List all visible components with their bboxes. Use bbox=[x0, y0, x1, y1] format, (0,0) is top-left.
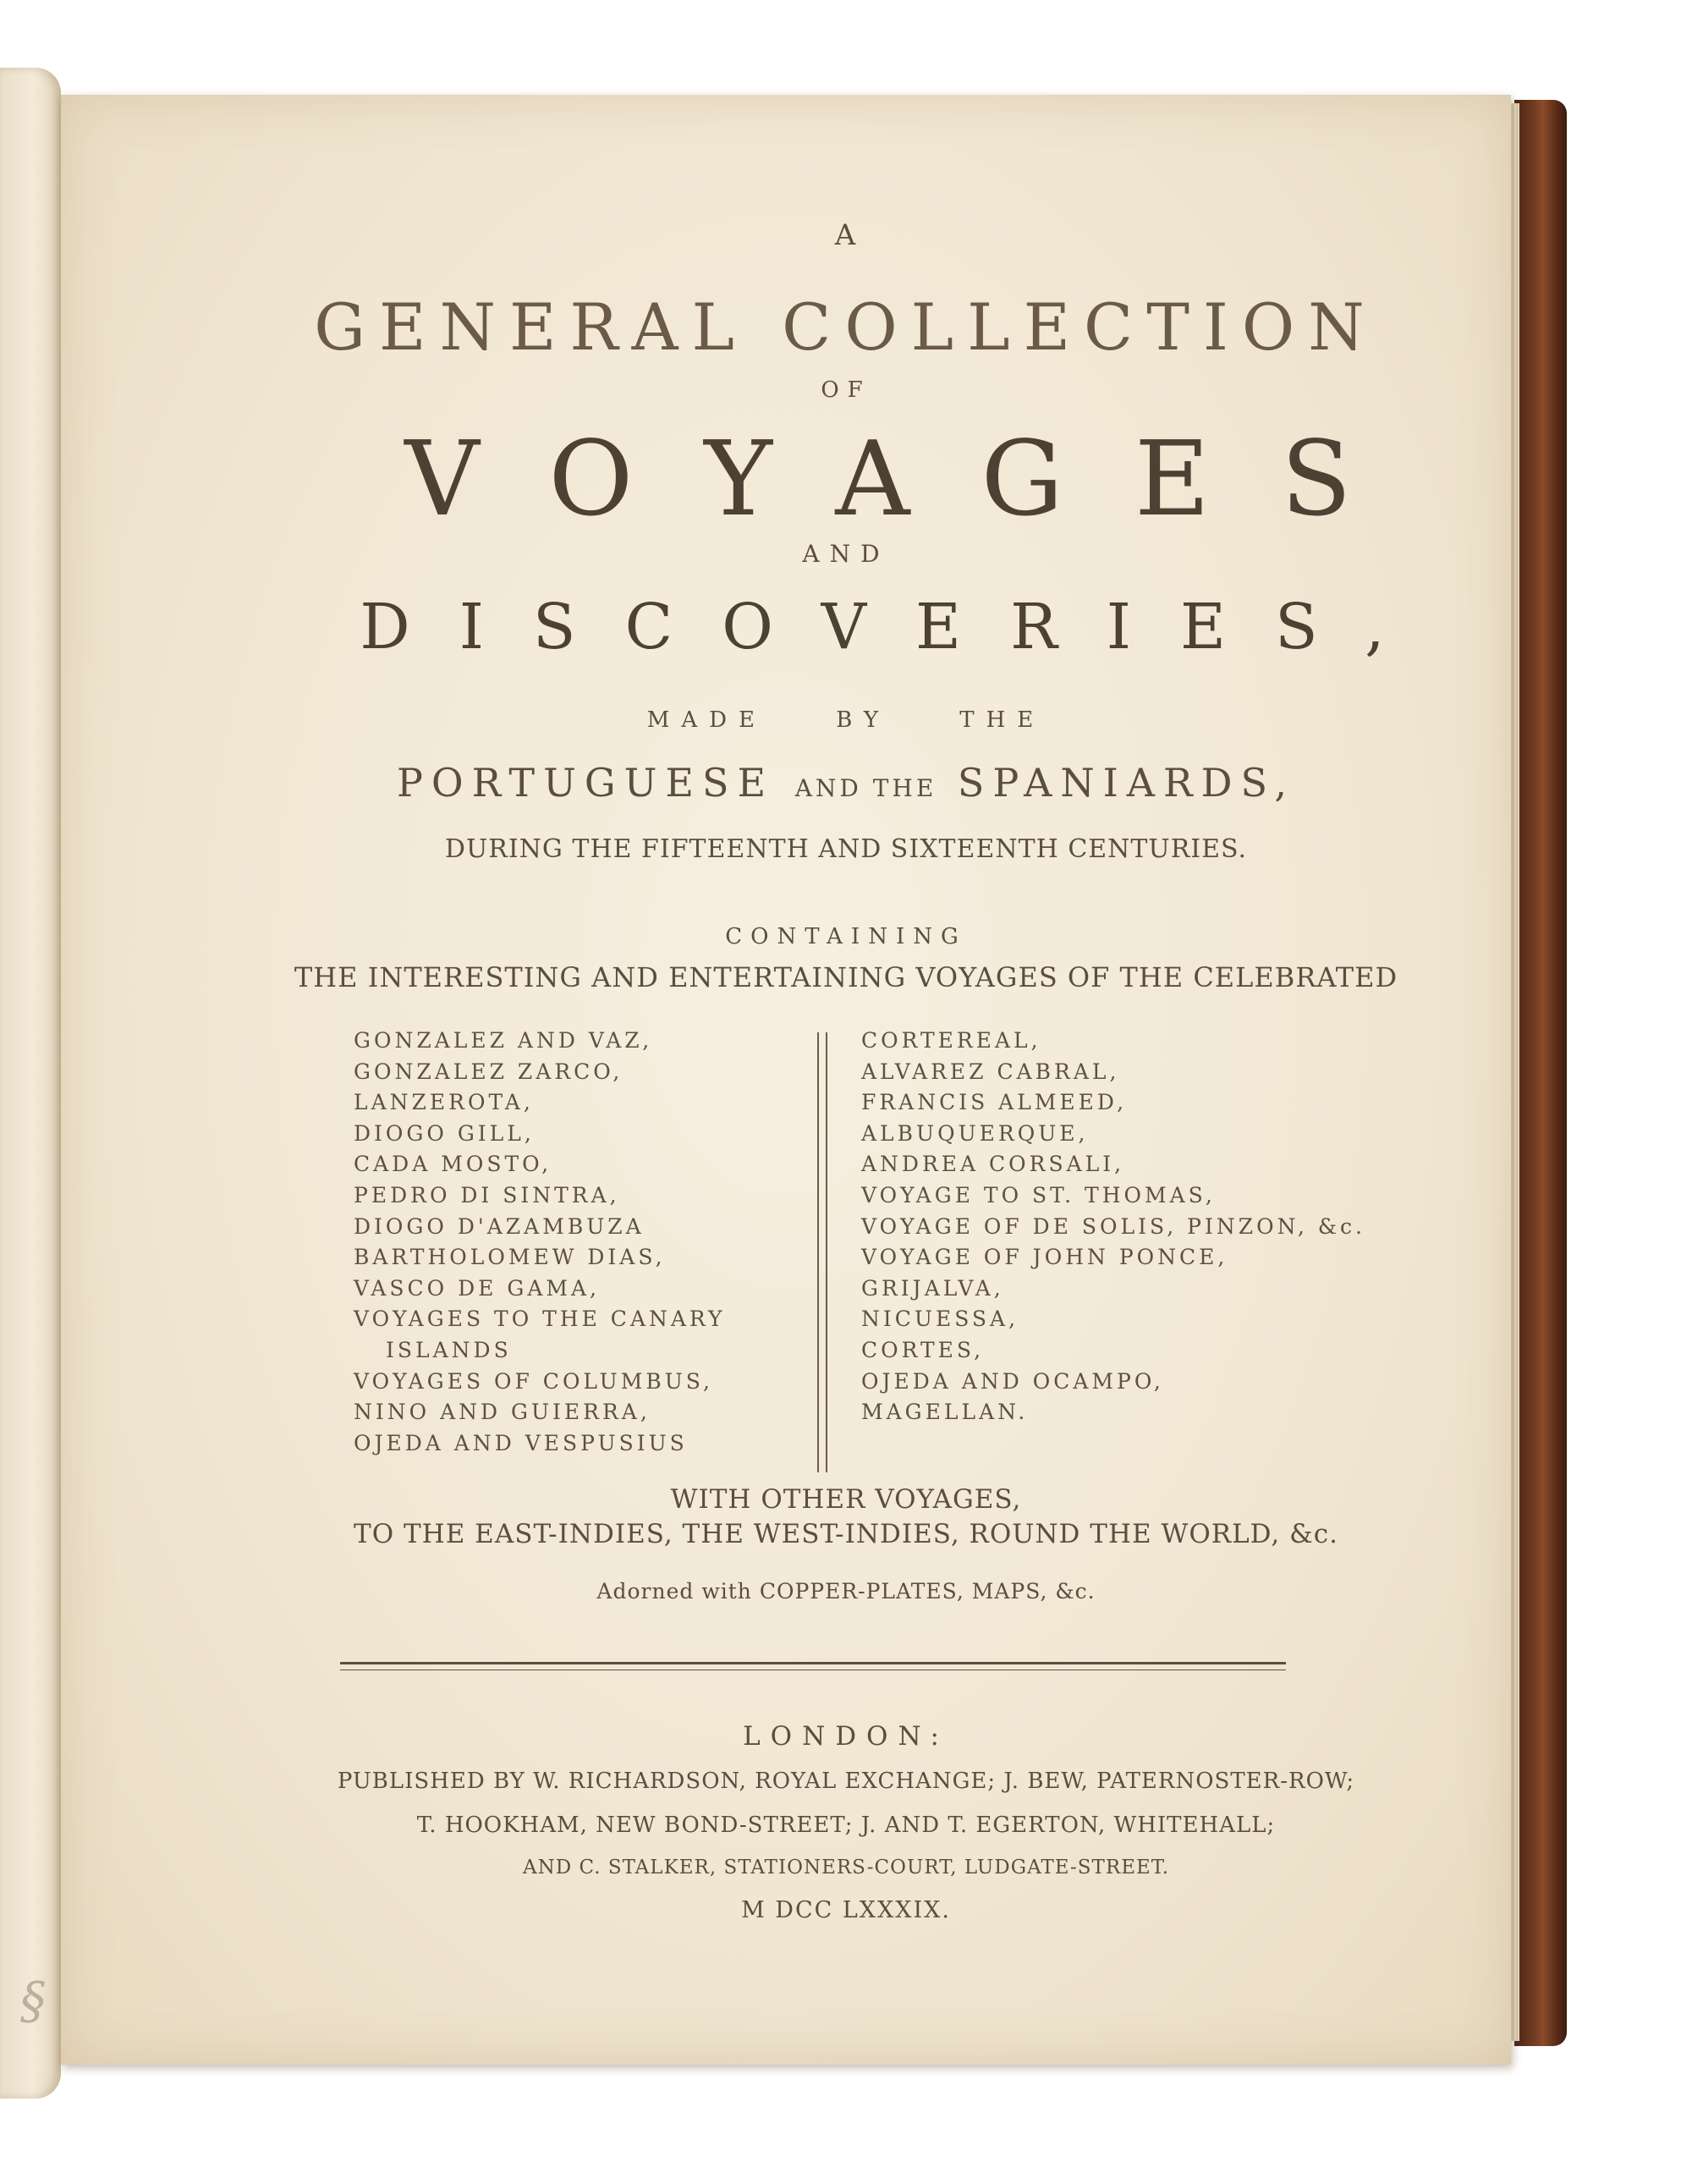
imprint-year: M DCC LXXXIX. bbox=[741, 1897, 951, 1923]
list-item: ANDREA CORSALI, bbox=[861, 1152, 1125, 1177]
list-item: NICUESSA, bbox=[861, 1307, 1019, 1332]
list-item: FRANCIS ALMEED, bbox=[861, 1090, 1128, 1115]
peoples-line bbox=[0, 760, 1692, 806]
pencil-mark-icon: § bbox=[20, 1972, 46, 2031]
title-article: A bbox=[834, 218, 858, 252]
list-item: VOYAGE OF JOHN PONCE, bbox=[861, 1245, 1228, 1270]
spaniards: SPANIARDS, bbox=[957, 760, 1296, 806]
list-item: GONZALEZ ZARCO, bbox=[354, 1059, 624, 1084]
list-item: LANZEROTA, bbox=[354, 1090, 534, 1115]
with-other-voyages: WITH OTHER VOYAGES, bbox=[670, 1484, 1022, 1515]
imprint-place: LONDON: bbox=[743, 1721, 949, 1752]
list-item: VOYAGE OF DE SOLIS, PINZON, &c. bbox=[861, 1213, 1365, 1239]
list-item: CADA MOSTO, bbox=[354, 1152, 552, 1177]
interesting-line: THE INTERESTING AND ENTERTAINING VOYAGES OF THE CELEBRATED bbox=[294, 961, 1398, 993]
double-rule-divider bbox=[340, 1662, 1286, 1670]
list-item: VASCO DE GAMA, bbox=[354, 1275, 600, 1301]
list-item: CORTES, bbox=[861, 1337, 985, 1362]
list-item: ALVAREZ CABRAL, bbox=[861, 1059, 1120, 1084]
destinations-line: TO THE EAST-INDIES, THE WEST-INDIES, ROUND THE WORLD, &c. bbox=[354, 1519, 1338, 1549]
list-item: OJEDA AND OCAMPO, bbox=[861, 1368, 1164, 1394]
column-divider bbox=[817, 1032, 827, 1472]
list-item: BARTHOLOMEW DIAS, bbox=[354, 1245, 666, 1270]
list-item: VOYAGE TO ST. THOMAS, bbox=[861, 1182, 1216, 1208]
title-of: OF bbox=[821, 377, 871, 403]
adorned-line: Adorned with COPPER-PLATES, MAPS, &c. bbox=[596, 1579, 1096, 1604]
list-item: CORTEREAL, bbox=[861, 1028, 1041, 1053]
list-item: ISLANDS bbox=[386, 1337, 512, 1362]
list-item: NINO AND GUIERRA, bbox=[354, 1400, 651, 1425]
list-item: DIOGO GILL, bbox=[354, 1120, 535, 1146]
voyagers-right-column bbox=[861, 1026, 1365, 1428]
list-item: VOYAGES TO THE CANARY bbox=[354, 1307, 726, 1332]
title-line-general-collection: GENERAL COLLECTION bbox=[314, 289, 1378, 365]
left-facing-page bbox=[0, 68, 61, 2099]
period-line: DURING THE FIFTEENTH AND SIXTEENTH CENTURIES. bbox=[444, 834, 1248, 864]
title-voyages: VOYAGES bbox=[404, 419, 1423, 539]
list-item: GRIJALVA, bbox=[861, 1275, 1004, 1301]
title-and: AND bbox=[802, 540, 890, 568]
publisher-line-2: T. HOOKHAM, NEW BOND-STREET; J. AND T. EGERTON, WHITEHALL; bbox=[416, 1813, 1276, 1838]
publisher-line-1: PUBLISHED BY W. RICHARDSON, ROYAL EXCHANGE; J. BEW, PATERNOSTER-ROW; bbox=[337, 1769, 1355, 1794]
list-item: VOYAGES OF COLUMBUS, bbox=[354, 1368, 713, 1394]
list-item: DIOGO D'AZAMBUZA bbox=[354, 1213, 645, 1239]
made-by-line: MADE BY THE bbox=[646, 707, 1046, 733]
publisher-line-3: AND C. STALKER, STATIONERS-COURT, LUDGATE-STREET. bbox=[522, 1857, 1170, 1879]
and-the: AND THE bbox=[794, 774, 937, 802]
list-item: MAGELLAN. bbox=[861, 1400, 1029, 1425]
title-discoveries: DISCOVERIES, bbox=[360, 591, 1434, 663]
portuguese: PORTUGUESE bbox=[396, 760, 775, 806]
list-item: PEDRO DI SINTRA, bbox=[354, 1182, 620, 1208]
list-item: OJEDA AND VESPUSIUS bbox=[354, 1430, 688, 1455]
containing-line: CONTAINING bbox=[725, 924, 967, 949]
list-item: ALBUQUERQUE, bbox=[861, 1120, 1089, 1146]
voyagers-left-column bbox=[354, 1026, 725, 1459]
list-item: GONZALEZ AND VAZ, bbox=[354, 1028, 653, 1053]
